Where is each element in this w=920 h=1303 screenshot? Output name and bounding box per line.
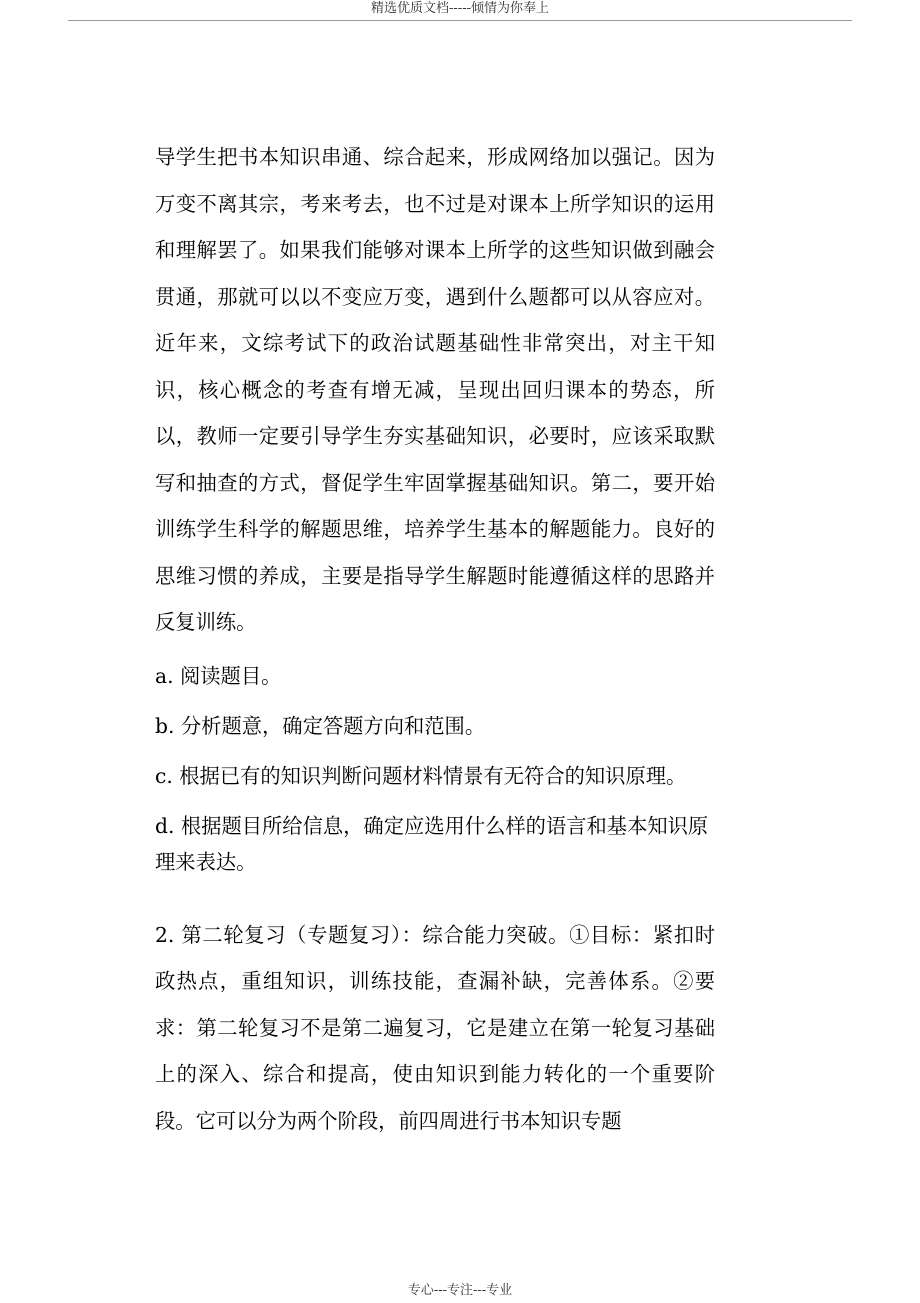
page-header: 精选优质文档-----倾情为你奉上	[68, 0, 852, 21]
step-d: d. 根据题目所给信息，确定应选用什么样的语言和基本知识原理来表达。	[155, 813, 709, 874]
step-b: b. 分析题意，确定答题方向和范围。	[155, 713, 486, 738]
body-paragraph-1: 导学生把书本知识串通、综合起来，形成网络加以强记。因为万变不离其宗，考来考去，也不过是对课本上所学知识的运用和理解罢了。如果我们能够对课本上所学的这些知识做到融会贯通，那就可以以不变应万变，遇到什么题都可以从容应对。近年来，文综考试下的政治试题基础性非常突出，对主干知识，核心概念的考查有增无减，呈现出回归课本的势态，所以，教师一定要引导学生夯实基础知识，必要时，应该采取默写和抽查的方式，督促学生牢固掌握基础知识。第二，要开始训练学生科学的解题思维，培养学生基本的解题能力。良好的思维习惯的养成，主要是指导学生解题时能遵循这样的思路并反复训练。	[155, 145, 715, 634]
step-a: a. 阅读题目。	[155, 663, 282, 688]
page-footer: 专心---专注---专业	[407, 1283, 513, 1298]
document-body	[155, 134, 715, 1144]
step-c: c. 根据已有的知识判断问题材料情景有无符合的知识原理。	[155, 763, 687, 788]
body-paragraph-2: 2. 第二轮复习（专题复习）：综合能力突破。①目标：紧扣时政热点，重组知识，训练技能，查漏补缺，完善体系。②要求：第二轮复习不是第二遍复习，它是建立在第一轮复习基础上的深入、综合和提高，使由知识到能力转化的一个重要阶段。它可以分为两个阶段，前四周进行书本知识专题	[155, 922, 715, 1133]
